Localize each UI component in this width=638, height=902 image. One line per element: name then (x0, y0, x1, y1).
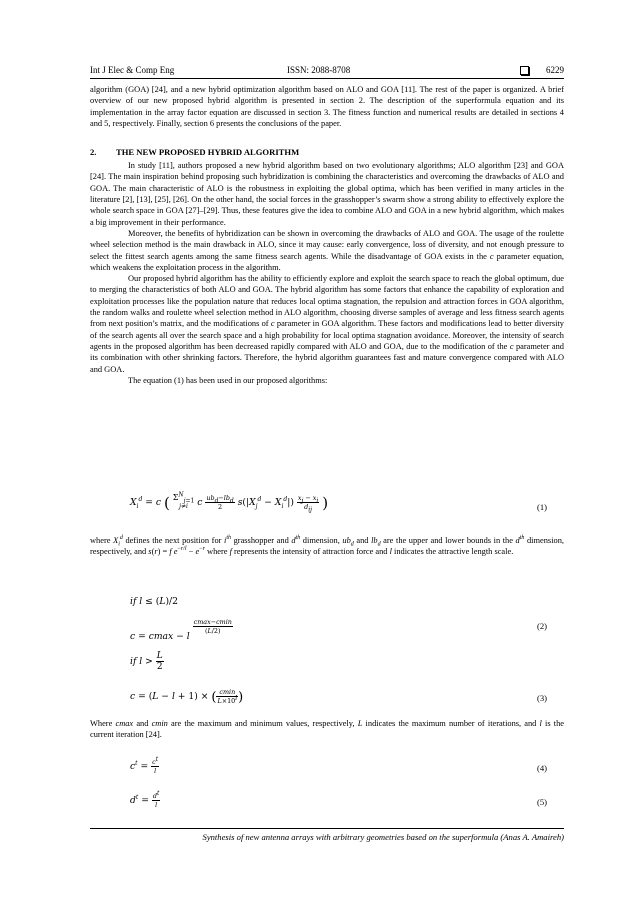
paragraph-hybrid-intro: In study [11], authors proposed a new hybrid algorithm based on two evolutionary algorithms; ALO algorithm [23] and GOA [24]. The main inspiration behind proposing such hybridization is combining the characteristics and overcoming the drawbacks of ALO and GOA. The main characteristic of ALO is the robustness in exploiting the global optima, which has been verified in many articles in the literature [2], [13], [25], [26]. On the other hand, the social forces in the grasshopper’s swarm show a strong ability to effectively explore the whole search space in GOA [27]–[29]. Thus, these features give the idea to combine ALO and GOA in a new hybrid algorithm, which makes a big improvement in their performance. (90, 161, 564, 227)
equation-4-number: (4) (537, 763, 548, 773)
equation-3: c = (L − l + 1) × ( $\frac{cmin}{L\times 10^l}$ ) (130, 688, 244, 705)
paragraph-equation-intro: The equation (1) has been used in our proposed algorithms: (128, 375, 328, 385)
where-paragraph-2: Where cmax and cmin are the maximum and minimum values, respectively, L indicates the maximum number of iterations, and l is the current iteration [24]. (90, 719, 564, 740)
equation-1: $X_i^d = c$ ( $\Sigma^N_{j=1}$ j≠i c $\frac{ub_d-lb_d}{2}$ $s(|X_j^d - X_i^d|)$ $\frac{x_j - x_i}{d_{ij}}$ ) (130, 491, 329, 514)
footer-rule (90, 828, 564, 829)
article-body (90, 84, 564, 386)
equation-1-number: (1) (537, 502, 548, 512)
equation-2-number: (2) (537, 621, 548, 631)
header-rule (90, 78, 564, 79)
section-heading (90, 147, 564, 158)
page-number: 6229 (546, 65, 564, 75)
section-title: THE NEW PROPOSED HYBRID ALGORITHM (116, 147, 300, 158)
paragraph-proposed: Our proposed hybrid algorithm has the ability to efficiently explore and exploit the search space to reach the global optimum, due to merging the characteristics of both ALO and GOA. The hybrid algorithm has some factors that enhance the capability of exploration and exploitation processes like the population nature that reduces local optima stagnation, the repulsion and attraction forces in GOA algorithm, the random walks and roulette wheel selection method in ALO algorithm, choosing diverse samples of average and less fitness search agents from next position’s matrix, and the modifications of c parameter in GOA algorithm. These factors and modifications lead to better diversity of the search agents all over the search space and a high probability for local optima stagnation avoidance. Moreover, the intensity of search agents in the proposed algorithm has been decreased rapidly compared with ALO and GOA, due to the modification of the c parameter and its combination with other shrinking factors. Therefore, the hybrid algorithm guarantees fast and mature convergence compared with ALO and GOA. (90, 274, 564, 374)
equation-4: $c^t$ = $\frac{c^t}{l}$ (130, 755, 159, 775)
running-footer: Synthesis of new antenna arrays with arbitrary geometries based on the superformula (Anas A. Amaireh) (202, 832, 564, 842)
running-header (90, 63, 564, 77)
condition-if-l-gt-half: if l > $\frac{L}{2}$ (130, 651, 163, 672)
issn: ISSN: 2088-8708 (287, 65, 351, 75)
equation-2: c = cmax − l $\frac{cmax-cmin}{(L/2)}$ (130, 618, 232, 642)
journal-name: Int J Elec & Comp Eng (90, 65, 175, 75)
section-number: 2. (90, 147, 97, 158)
equation-5-number: (5) (537, 797, 548, 807)
equation-3-number: (3) (537, 693, 548, 703)
checkbox-square-icon (520, 66, 529, 75)
paragraph-drawbacks: Moreover, the benefits of hybridization can be shown in overcoming the drawbacks of ALO and GOA. The usage of the roulette wheel selection method is the main drawback in ALO, since it may cause: early convergence, loss of diversity, and not enough pressure to select the fittest search agents among the same fitness search agents. While the disadvantage of GOA exists in the c parameter equation, which weakens the exploitation process in the algorithm. (90, 228, 564, 272)
intro-paragraph: algorithm (GOA) [24], and a new hybrid optimization algorithm based on ALO and GOA [11]. The rest of the paper is organized. A brief overview of our new proposed hybrid algorithm is presented in section 2. The description of the superformula equation and its implementation in the array factor equation are discussed in section 3. The fitness function and numerical results are detailed in sections 4 and 5, respectively. Finally, section 6 presents the conclusions of the paper. (90, 85, 564, 128)
where-paragraph-1: where $X_i^d$ defines the next position for $i^{th}$ grasshopper and $d^{th}$ dimension, $ub_d$ and $lb_d$ are the upper and lower bounds in the $d^{th}$ dimension, respectively, and s(r) = f $e^{-r/l} - e^{-r}$ where f represents the intensity of attraction force and l indicates the attractive length scale. (90, 535, 564, 557)
equation-5: $d^t$ = $\frac{d^t}{l}$ (130, 789, 160, 809)
condition-if-l-le-half: if l ≤ (L)/2 (130, 596, 178, 607)
